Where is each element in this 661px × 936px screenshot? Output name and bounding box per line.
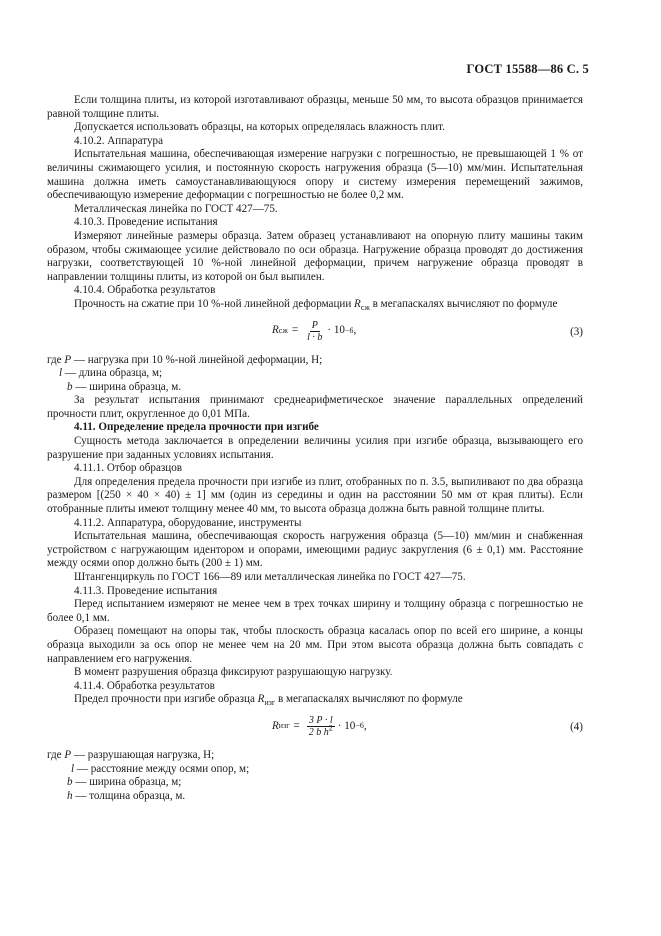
variable-item [47, 790, 583, 804]
paragraph: Перед испытанием измеряют не менее чем в трех точках ширину и толщину образца с погрешностью не более 0,1 мм. [47, 598, 583, 624]
paragraph-text: Предел прочности при изгибе образца [74, 693, 258, 706]
where-label: где [47, 353, 62, 366]
formula-fraction [307, 715, 335, 738]
formula-number: (4) [570, 720, 583, 733]
symbol-subscript: сж [360, 303, 370, 313]
paragraph: Измеряют линейные размеры образца. Затем образец устанавливают на опорную плиту машины таким образом, чтобы сжимающее усилие действовало по оси образца. Нагружение образца проводят до достижения нагрузки, соответствующей 10 %-ной линейной деформации, причем нагружение образца проводят в направлении толщины плиты, из которой он был выпилен. [47, 229, 583, 283]
variable-description: — ширина образца, м; [72, 776, 182, 789]
paragraph: Сущность метода заключается в определении величины усилия при изгибе образца, вызывающего его разрушение при заданных условиях испытания. [47, 435, 583, 461]
variable-symbol: b [67, 380, 73, 393]
formula-denominator-text: 2 b h [308, 726, 329, 738]
variable-item [47, 776, 583, 790]
paragraph: Металлическая линейка по ГОСТ 427—75. [74, 202, 278, 215]
variable-symbol: l [59, 367, 63, 380]
variable-item [47, 749, 583, 763]
section-heading: 4.10.4. Обработка результатов [74, 284, 216, 297]
paragraph: Образец помещают на опоры так, чтобы плоскость образца касалась опор по всей его ширине, а концы образца выходили за ось опор не менее чем на 20 мм. При этом высота образца должна быть совпадать с направлением его нагружения. [47, 625, 583, 665]
paragraph [47, 298, 583, 312]
paragraph-text: Прочность на сжатие при 10 %-ной линейной деформации [74, 297, 355, 310]
paragraph: За результат испытания принимают среднеарифметическое значение параллельных определений прочности плит, округленное до 0,01 МПа. [47, 394, 583, 420]
page-header: ГОСТ 15588—86 С. 5 [466, 62, 589, 76]
section-heading: 4.11.2. Аппаратура, оборудование, инструменты [74, 516, 302, 529]
variable-description: — длина образца, м; [62, 367, 163, 380]
section-heading: 4.11.1. Отбор образцов [74, 462, 183, 475]
formula-numerator: P [311, 319, 318, 331]
paragraph: В момент разрушения образца фиксируют разрушающую нагрузку. [74, 666, 393, 679]
variable-item [47, 367, 583, 381]
paragraph-text: в мегапаскалях вычисляют по формуле [369, 297, 558, 310]
formula-tail: , [353, 324, 357, 337]
variable-symbol: h [67, 789, 73, 802]
section-heading: 4.10.2. Аппаратура [74, 134, 163, 147]
symbol-subscript: изг [264, 698, 276, 708]
variable-symbol: l [71, 762, 75, 775]
variable-item [47, 354, 583, 368]
paragraph: Допускается использовать образцы, на которых определялась влажность плит. [74, 121, 445, 134]
formula-fraction [305, 320, 324, 343]
formula-3: R сж = $\frac{P}{l \cdot b}$ · 10 −6 , (3) [272, 319, 583, 343]
variable-description: — толщина образца, м. [72, 789, 186, 802]
formula-denominator-exponent: 2 [328, 723, 333, 733]
formula-numerator: 3 P · l [308, 714, 333, 726]
variable-description: — нагрузка при 10 %-ной линейной деформации, Н; [71, 353, 323, 366]
formula-factor: · 10 [337, 719, 356, 732]
symbol-r: R [257, 693, 265, 706]
paragraph [47, 693, 583, 707]
variable-item [47, 381, 583, 395]
paragraph: Штангенциркуль по ГОСТ 166—89 или металлическая линейка по ГОСТ 427—75. [74, 571, 466, 583]
variable-list [47, 749, 583, 803]
formula-tail: , [363, 719, 367, 732]
symbol-r: R [354, 297, 361, 310]
paragraph: Для определения предела прочности при изгибе из плит, отобранных по п. 3.5, выпиливают по два образца размером [(250 × 40 × 40) ± 1] мм (один из середины и один на расстоянии 50 мм от края плиты). Если отобранные плиты имеют толщину менее 40 мм, то высота образца должна быть равной толщине плиты. [47, 475, 583, 516]
variable-symbol: P [64, 748, 72, 761]
paragraph: Испытательная машина, обеспечивающая измерение нагрузки с погрешностью, не превышающей 1 % от величины сжимающего усилия, и постоянную скорость нагружения образца (5—10) мм/мин. Испытательная машина должна иметь самоустанавливающуюся опору и систему измерения перемещений зажимов, обеспечивающую измерение деформации с погрешностью не более 0,2 мм. [47, 148, 583, 202]
variable-symbol: P [64, 353, 72, 366]
paragraph: Испытательная машина, обеспечивающая скорость нагружения образца (5—10) мм/мин и снабженная устройством с нагружающим идентором и опорами, имеющими радиус закругления (6 ± 0,1) мм. Расстояние между осями опор должно быть (200 ± 1) мм. [47, 530, 583, 570]
section-heading: 4.10.3. Проведение испытания [74, 216, 218, 229]
variable-symbol: b [67, 776, 73, 789]
section-heading: 4.11. Определение предела прочности при изгибе [74, 421, 319, 434]
section-heading: 4.11.3. Проведение испытания [74, 584, 218, 597]
variable-item [47, 763, 583, 777]
section-heading: 4.11.4. Обработка результатов [74, 679, 215, 692]
formula-denominator: l · b [307, 331, 323, 343]
variable-description: — ширина образца, м. [72, 380, 182, 393]
where-label: где [47, 748, 62, 761]
formula-lhs: R [272, 719, 279, 732]
formula-denominator [307, 723, 335, 738]
variable-description: — расстояние между осями опор, м; [74, 762, 250, 775]
variable-list [47, 354, 583, 395]
variable-description: — разрушающая нагрузка, Н; [71, 748, 215, 761]
formula-number: (3) [570, 325, 583, 338]
paragraph-text: в мегапаскалях вычисляют по формуле [275, 693, 463, 706]
formula-lhs: R [272, 324, 279, 337]
formula-4: R изг = $\frac{3 P \cdot l}{2 b h^2}$ · 10 −6 , (4) [272, 714, 583, 738]
document-body [47, 94, 583, 803]
formula-factor: · 10 [327, 324, 345, 337]
paragraph: Если толщина плиты, из которой изготавливают образцы, меньше 50 мм, то высота образцов принимается равной толщине плиты. [47, 94, 583, 120]
